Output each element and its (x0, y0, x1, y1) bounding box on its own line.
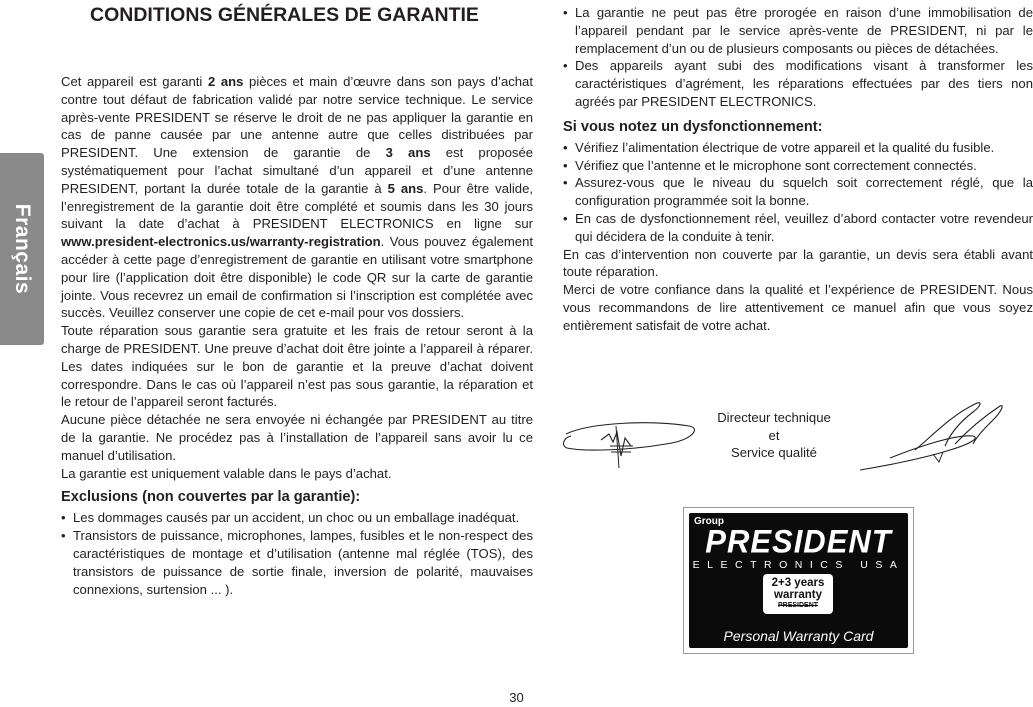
exclusions-list (61, 509, 533, 598)
paragraph-thanks: Merci de votre confiance dans la qualité et l’expérience de PRESIDENT. Nous vous recommandons de lire attentivement ce manuel afin que vous soyez entièrement satisfait de votre achat. (563, 282, 1033, 333)
caption-line: Directeur technique (717, 410, 831, 425)
malfunction-list (563, 139, 1033, 246)
card-label: Personal Warranty Card (723, 628, 874, 644)
list-item: • En cas de dysfonctionnement réel, veuillez d’abord contacter votre revendeur qui décidera de la conduite à tenir. (563, 210, 1033, 246)
left-column (61, 73, 533, 598)
malfunction-heading: Si vous notez un dysfonctionnement: (563, 118, 823, 135)
badge-line: PRESIDENT (777, 602, 819, 609)
list-item: • Les dommages causés par un accident, un choc ou un emballage inadéquat. (61, 509, 533, 527)
language-tab (0, 153, 44, 345)
right-column (563, 4, 1033, 335)
warranty-badge (763, 574, 833, 614)
exclusions-list-continued (563, 4, 1033, 111)
badge-line: warranty (774, 589, 822, 601)
warranty-card-face (689, 513, 908, 648)
signature-caption (700, 409, 848, 462)
paragraph-parts: Aucune pièce détachée ne sera envoyée ni échangée par PRESIDENT au titre de la garantie. Ne procédez pas à l’installation de l’appareil sans avoir lu ce manuel d’utilisation. (61, 412, 533, 463)
list-item: • La garantie ne peut pas être prorogée en raison d’une immobilisation de l’appareil pendant par le service après-vente de PRESIDENT, ni par le remplacement d’un ou de plusieurs composants ou pièces de détachées. (563, 4, 1033, 57)
list-item: • Assurez-vous que le niveau du squelch soit correctement réglé, que la configuration programmée soit la bonne. (563, 174, 1033, 210)
card-subtitle: ELECTRONICS USA (692, 559, 905, 571)
paragraph-repair: Toute réparation sous garantie sera gratuite et les frais de retour seront à la charge de PRESIDENT. Une preuve d’achat doit être jointe a l’appareil à réparer. Les dates indiquées sur le bon de garantie et la preuve d’achat doivent correspondre. Dans le cas où l’appareil n’est pas sous garantie, la réparation et le retour de l’appareil seront facturés. (61, 323, 533, 410)
warranty-card (683, 507, 914, 654)
list-item: • Des appareils ayant subi des modifications visant à transformer les caractéristiques d’agrément, les réparations effectuées par des tiers non agréés par PRESIDENT ELECTRONICS. (563, 57, 1033, 110)
page-number: 30 (509, 690, 524, 705)
list-item: • Vérifiez l’alimentation électrique de votre appareil et la qualité du fusible. (563, 139, 1033, 157)
paragraph-quote: En cas d’intervention non couverte par la garantie, un devis sera établi avant toute réparation. (563, 246, 1033, 280)
paragraph-warranty-intro: Cet appareil est garanti 2 ans pièces et main d’œuvre dans son pays d’achat contre tout défaut de fabrication validé par notre service technique. Le service après-vente PRESIDENT se réserve le droit de ne pas appliquer la garantie en cas de panne causée par une antenne autre que celles distribuées par PRESIDENT. Une extension de garantie de 3 ans est proposée systématiquement pour l’achat simultané d’un appareil et d’une antenne PRESIDENT, portant la durée totale de la garantie à 5 ans. Pour être valide, l’enregistrement de la garantie doit être complété et soumis dans les 30 jours suivant la date d’achat à PRESIDENT ELECTRONICS en ligne sur www.president-electronics.us/warranty-registration. Vous pouvez également accéder à cette page d’enregistrement de garantie en utilisant votre smartphone pour lire (l’application doit être disponible) le code QR sur la carte de garantie jointe. Vous recevrez un email de confirmation si l’inscription est complétée avec succès. Veuillez conserver une copie de cet e-mail pour vos dossiers. (61, 74, 534, 321)
paragraph-country: La garantie est uniquement valable dans le pays d’achat. (61, 465, 392, 481)
list-item: • Vérifiez que l’antenne et le microphone sont correctement connectés. (563, 157, 1033, 175)
exclusions-heading: Exclusions (non couvertes par la garantie): (61, 489, 361, 506)
president-logo: PRESIDENT (705, 523, 892, 560)
registration-url: www.president-electronics.us/warranty-registration (61, 234, 381, 250)
caption-line: Service qualité (731, 445, 817, 460)
page-title: CONDITIONS GÉNÉRALES DE GARANTIE (90, 4, 479, 26)
caption-line: et (768, 427, 780, 443)
card-group-label: Group (694, 516, 724, 527)
signature-left (561, 412, 701, 472)
signature-right (855, 398, 1005, 478)
badge-line: 2+3 years (771, 577, 825, 589)
list-item: • Transistors de puissance, microphones, lampes, fusibles et le non-respect des caractéristiques de montage et d’utilisation (antenne mal réglée (TOS), des transistors de puissance de sortie finale, inversion de polarité, mauvaises connexions, surtension ... ). (61, 527, 533, 598)
language-tab-label: Français (11, 203, 34, 295)
